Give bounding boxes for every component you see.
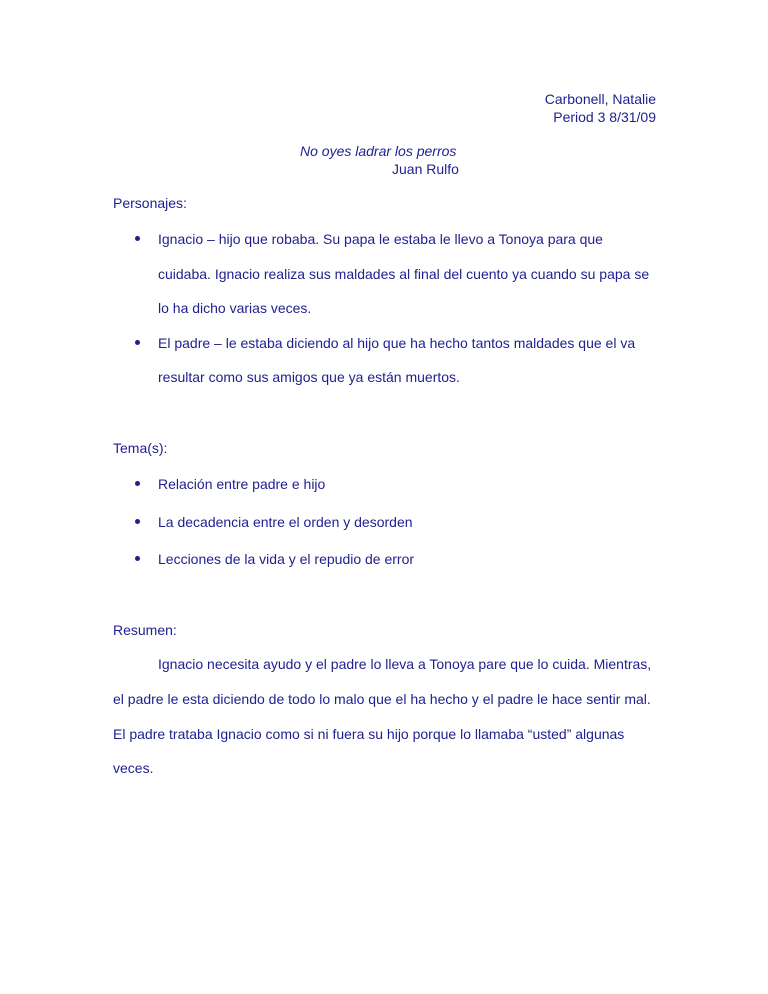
list-item	[113, 505, 673, 540]
tema-text: Relación entre padre e hijo	[158, 476, 326, 492]
list-item	[113, 222, 658, 326]
resumen-heading: Resumen:	[113, 622, 177, 638]
personaje-text: Ignacio – hijo que robaba. Su papa le estaba le llevo a Tonoya para que cuidaba. Ignacio realiza sus maldades al final del cuento ya cuando su papa se lo ha dicho varias veces.	[158, 231, 650, 316]
resumen-paragraph	[113, 647, 658, 786]
tema-text: La decadencia entre el orden y desorden	[158, 513, 413, 530]
student-name: Carbonell, Natalie	[544, 91, 656, 107]
personajes-heading: Personajes:	[113, 195, 187, 211]
work-title: No oyes ladrar los perros	[300, 143, 457, 159]
personajes-list	[113, 222, 673, 395]
bullet-icon	[135, 481, 140, 486]
list-item	[113, 326, 673, 395]
list-item	[113, 467, 673, 502]
bullet-icon	[135, 519, 140, 524]
temas-heading: Tema(s):	[113, 440, 168, 456]
bullet-icon	[135, 556, 140, 561]
temas-list	[113, 467, 673, 577]
resumen-text: Ignacio necesita ayudo y el padre lo lleva a Tonoya pare que lo cuida. Mientras, el padre le esta diciendo de todo lo malo que el ha hecho y el padre le hace sentir mal. El padre trataba Ignacio como si ni fuera su hijo porque lo llamaba “usted” algunas veces.	[113, 656, 652, 777]
bullet-icon	[135, 236, 140, 241]
bullet-icon	[135, 340, 140, 345]
period-date: Period 3 8/31/09	[553, 109, 656, 125]
author-name: Juan Rulfo	[392, 161, 459, 177]
personaje-text: El padre – le estaba diciendo al hijo que ha hecho tantos maldades que el va resultar como sus amigos que ya están muertos.	[158, 334, 636, 385]
list-item	[113, 542, 673, 577]
tema-text: Lecciones de la vida y el repudio de error	[158, 551, 415, 567]
